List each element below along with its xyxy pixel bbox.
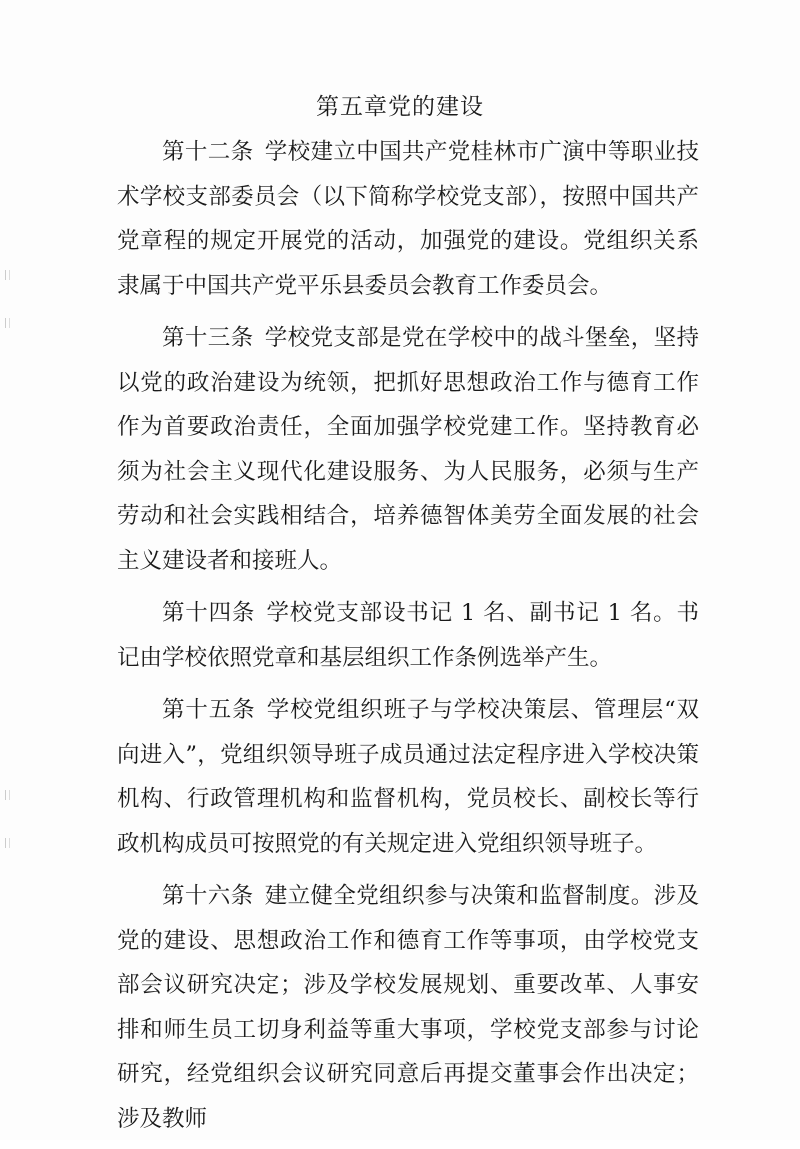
article-text: 学校党支部是党在学校中的战斗堡垒，坚持以党的政治建设为统领，把抓好思想政治工作与德育工作作为首要政治责任，全面加强学校党建工作。坚持教育必须为社会主义现代化建设服务、为人民服务，必须与生产劳动和社会实践相结合，培养德智体美劳全面发展的社会主义建设者和接班人。: [117, 325, 699, 574]
article-number: 第十六条: [162, 883, 254, 909]
article-text: 建立健全党组织参与决策和监督制度。涉及党的建设、思想政治工作和德育工作等事项，由学校党支部会议研究决定；涉及学校发展规划、重要改革、人事安排和师生员工切身利益等重大事项，学校党支部参与讨论研究，经党组织会议研究同意后再提交董事会作出决定；涉及教师: [117, 883, 699, 1132]
paragraph-article-14: [117, 591, 699, 680]
article-number: 第十二条: [162, 139, 254, 165]
scan-margin-mark: [5, 318, 10, 328]
article-text: 学校党支部设书记 1 名、副书记 1 名。书记由学校依照党章和基层组织工作条例选举产生。: [117, 600, 699, 671]
chapter-title: 第五章党的建设: [316, 94, 484, 120]
document-body: [117, 130, 699, 1149]
article-number: 第十三条: [162, 325, 254, 351]
paragraph-article-15: [117, 688, 699, 866]
article-text: 学校建立中国共产党桂林市广演中等职业技术学校支部委员会（以下简称学校党支部），按照中国共产党章程的规定开展党的活动，加强党的建设。党组织关系隶属于中国共产党平乐县委员会教育工作委员会。: [117, 139, 699, 299]
scan-margin-mark: [5, 270, 10, 280]
article-number: 第十五条: [162, 697, 256, 723]
paragraph-article-13: [117, 316, 699, 583]
scan-margin-mark: [5, 790, 10, 800]
scan-margin-mark: [5, 838, 10, 848]
paragraph-article-16: [117, 874, 699, 1141]
paragraph-article-12: [117, 130, 699, 308]
article-number: 第十四条: [162, 600, 256, 626]
article-text: 学校党组织班子与学校决策层、管理层“双向进入”，党组织领导班子成员通过法定程序进入学校决策机构、行政管理机构和监督机构，党员校长、副校长等行政机构成员可按照党的有关规定进入党组织领导班子。: [117, 697, 699, 857]
